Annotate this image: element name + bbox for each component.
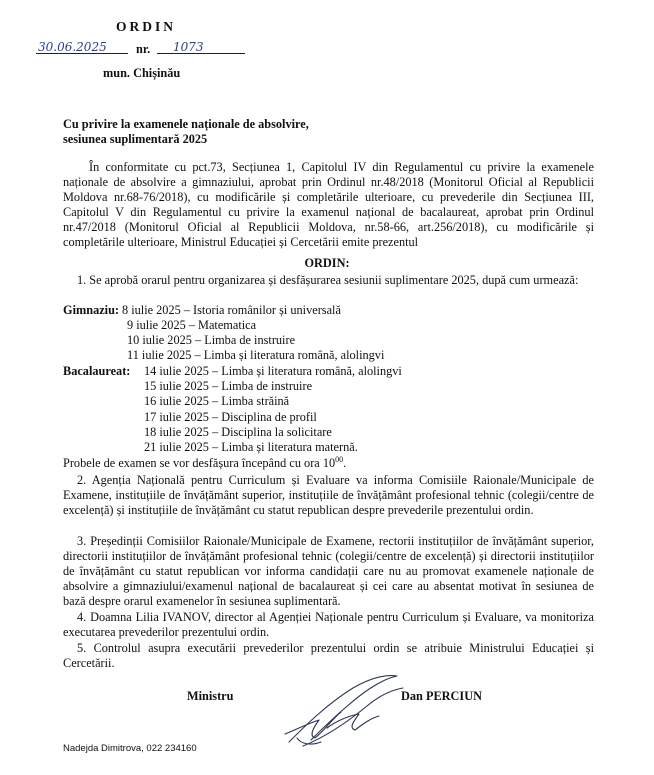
date-handwritten: 30.06.2025 [38, 40, 107, 54]
point-2: 2. Agenția Națională pentru Curriculum și Evaluare va informa Comisiile Raionale/Municipale de Examene, instituțiile de învățământ superior, instituțiile de învățământ profesional tehnic (colegii/centre de excelență) și instituțiile de învățământ cu statut republican despre prevederile prezentului ordin. [63, 473, 594, 517]
bacalaureat-item: 21 iulie 2025 – Limba și literatura maternă. [144, 440, 358, 454]
gimnaziu-item: 8 iulie 2025 – Istoria românilor și universală [122, 303, 341, 317]
bacalaureat-item: 15 iulie 2025 – Limba de instruire [144, 379, 313, 393]
gimnaziu-item: 9 iulie 2025 – Matematica [127, 318, 257, 332]
document-type: ORDIN [116, 19, 177, 34]
start-time-note [63, 456, 346, 471]
number-label: nr. [136, 42, 151, 56]
subject-line-2: sesiunea suplimentară 2025 [63, 132, 208, 146]
start-time-text: Probele de examen se vor desfășura începând cu ora 10 [63, 456, 336, 470]
bacalaureat-item: 18 iulie 2025 – Disciplina la solicitare [144, 425, 332, 439]
gimnaziu-label: Gimnaziu: [63, 303, 120, 317]
bacalaureat-item: 17 iulie 2025 – Disciplina de profil [144, 410, 317, 424]
place: mun. Chișinău [103, 66, 181, 80]
point-5: 5. Controlul asupra executării prevederilor prezentului ordin se atribuie Ministrului Educației și Cercetării. [63, 641, 594, 670]
contact-footer: Nadejda Dimitrova, 022 234160 [63, 743, 197, 754]
start-time-end: . [343, 456, 347, 470]
signature-role: Ministru [187, 689, 234, 703]
preamble: În conformitate cu pct.73, Secțiunea 1, Capitolul IV din Regulamentul cu privire la examenele naționale de absolvire a gimnaziului, aprobat prin Ordinul nr.48/2018 (Monitorul Oficial al Republicii Moldova nr.68-76/2018), cu modificările și completările ulterioare, cu prevederile din Secțiunea III, Capitolul V din Regulamentul cu privire la examenul național de bacalaureat, aprobat prin Ordinul nr.47/2018 (Monitorul Oficial al Republicii Moldova, nr.58-66, art.256/2018), cu modificările și completările ulterioare, Ministrul Educației și Cercetării emite prezentul [63, 160, 594, 249]
ordin-heading: ORDIN: [304, 256, 350, 270]
start-time-sup: 00 [335, 454, 344, 464]
gimnaziu-item: 10 iulie 2025 – Limba de instruire [127, 333, 296, 347]
point-1-intro: 1. Se aprobă orarul pentru organizarea și desfășurarea sesiunii suplimentare 2025, după cum urmează: [77, 273, 579, 287]
subject-line-1: Cu privire la examenele naționale de absolvire, [63, 117, 309, 131]
bacalaureat-item: 16 iulie 2025 – Limba străină [144, 394, 290, 408]
number-handwritten: 1073 [173, 40, 204, 54]
point-4: 4. Doamna Lilia IVANOV, director al Agenției Naționale pentru Curriculum și Evaluare, va monitoriza executarea prevederilor prezentului ordin. [63, 610, 594, 639]
handwritten-signature [275, 668, 415, 750]
point-3: 3. Președinții Comisiilor Raionale/Municipale de Examene, rectorii instituțiilor de învățământ superior, directorii instituțiilor de învățământ profesional tehnic (colegii/centre de excelență) și directorii instituțiilor de învățământ cu statut republican vor informa candidații care nu au promovat examenele naționale de absolvire a gimnaziului/examenul național de bacalaureat și cei care au absentat motivat în sesiunea de bază despre orarul examenelor în sesiunea suplimentară. [63, 534, 594, 608]
gimnaziu-item: 11 iulie 2025 – Limba și literatura română, alolingvi [127, 348, 385, 362]
bacalaureat-item: 14 iulie 2025 – Limba și literatura română, alolingvi [144, 364, 402, 378]
bacalaureat-label: Bacalaureat: [63, 364, 131, 378]
signature-name: Dan PERCIUN [401, 689, 482, 703]
